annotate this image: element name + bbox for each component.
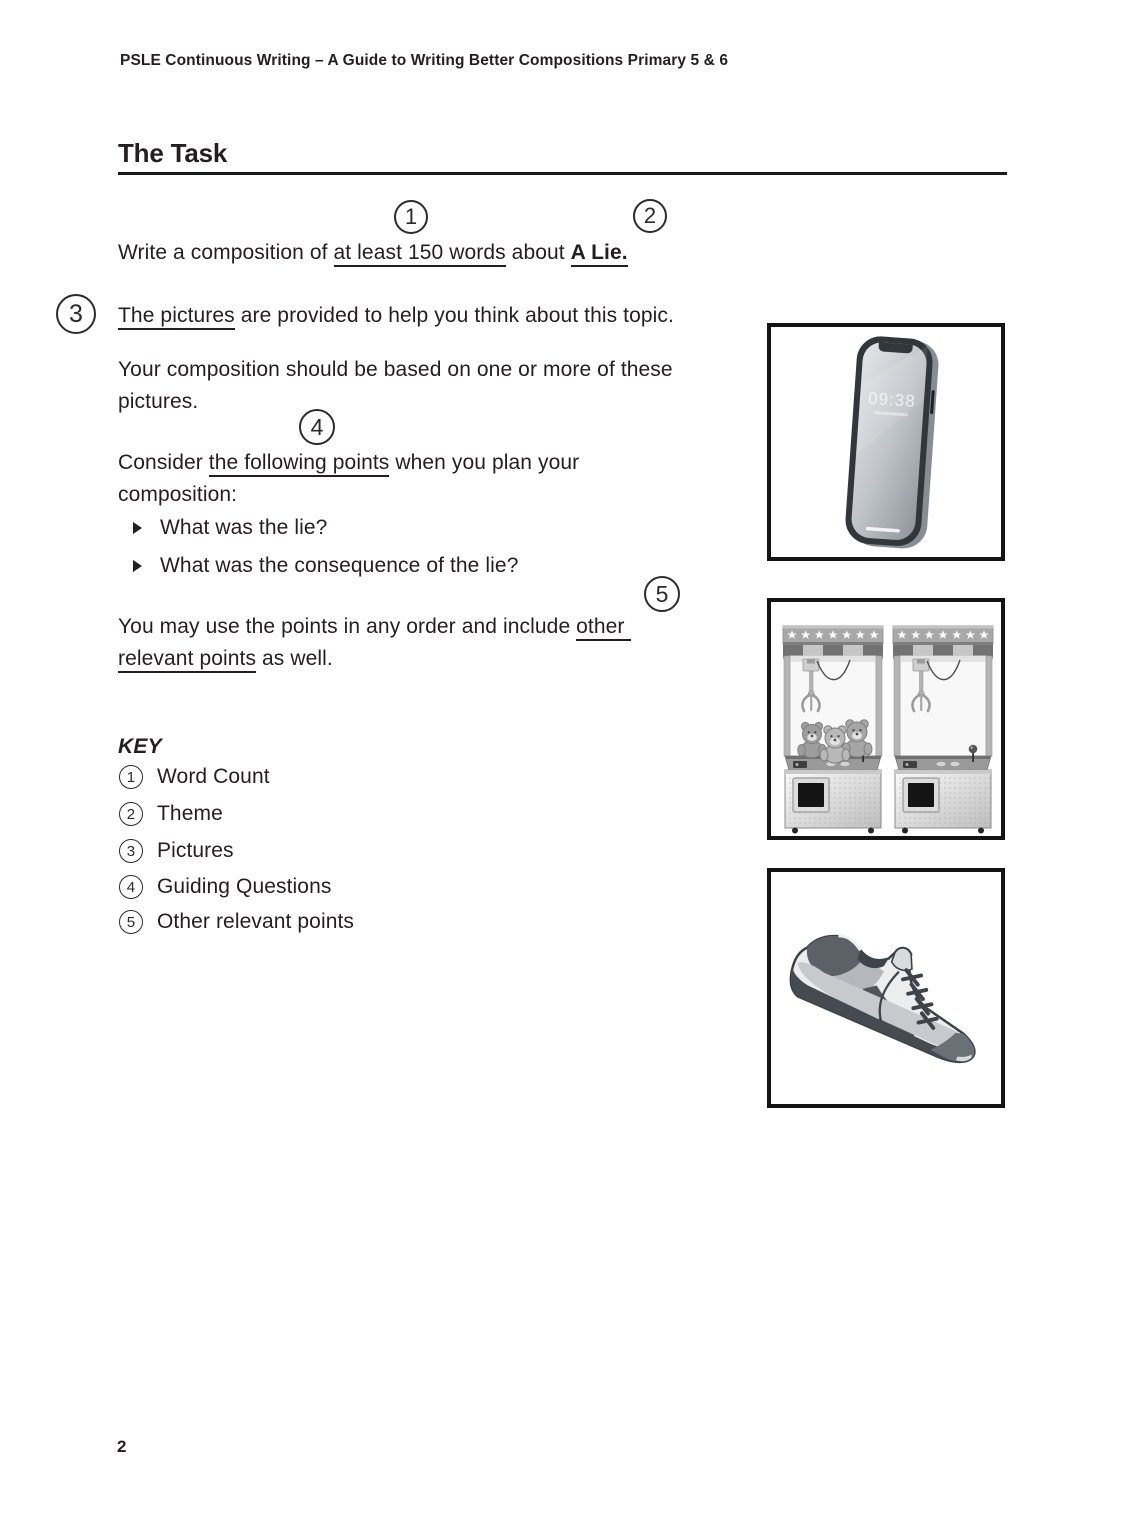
underlined-phrase-other: other (576, 615, 630, 641)
task-sentence-1 (118, 239, 628, 266)
book-header: PSLE Continuous Writing – A Guide to Writing Better Compositions Primary 5 & 6 (120, 52, 729, 69)
annotation-circle-3: 3 (56, 294, 96, 334)
task-sentence-4-line2: composition: (118, 483, 238, 506)
underlined-phrase-relevant-points: relevant points (118, 647, 256, 673)
key-item-word-count (119, 765, 270, 789)
task-sentence-4-line1 (118, 449, 579, 476)
key-item-theme (119, 802, 223, 826)
claw-machines-illustration (771, 602, 1001, 836)
key-circled-number: 3 (119, 839, 143, 863)
text-run: when you plan your (389, 451, 580, 474)
picture-box-sneaker (767, 868, 1005, 1108)
underlined-phrase-pictures: The pictures (118, 304, 235, 330)
page-number: 2 (117, 1437, 127, 1456)
phone-illustration (771, 327, 1001, 557)
key-circled-number: 2 (119, 802, 143, 826)
text-run: as well. (256, 647, 333, 670)
guiding-question-2 (133, 554, 519, 578)
key-label: Pictures (157, 839, 234, 862)
key-circled-number: 1 (119, 765, 143, 789)
claw-machine-right (893, 626, 993, 834)
task-sentence-5-line1 (118, 613, 631, 640)
key-label: Word Count (157, 765, 270, 788)
key-title: KEY (118, 735, 162, 758)
guiding-question-text: What was the lie? (160, 516, 328, 539)
title-rule (118, 172, 1007, 175)
phone-time: 09:38 (867, 388, 917, 411)
key-item-pictures (119, 839, 234, 863)
guiding-question-1 (133, 516, 327, 540)
key-item-other-points (119, 910, 354, 934)
text-run: Consider (118, 451, 209, 474)
task-sentence-3-line1: Your composition should be based on one or more of these (118, 358, 673, 381)
key-label: Theme (157, 802, 223, 825)
sneaker-illustration (771, 872, 1001, 1104)
annotation-circle-4: 4 (299, 409, 335, 445)
task-sentence-2 (118, 302, 674, 329)
task-sentence-5-line2 (118, 645, 333, 672)
annotation-circle-2: 2 (633, 199, 667, 233)
annotation-circle-1: 1 (394, 200, 428, 234)
underlined-phrase-word-count: at least 150 words (334, 241, 506, 267)
text-run: are provided to help you think about this topic. (234, 304, 674, 327)
key-circled-number: 5 (119, 910, 143, 934)
underlined-topic: A Lie. (571, 241, 628, 267)
bullet-triangle-icon (133, 560, 142, 572)
underlined-phrase-following-points: the following points (209, 451, 390, 477)
key-item-guiding-questions (119, 875, 331, 899)
bullet-triangle-icon (133, 522, 142, 534)
guiding-question-text: What was the consequence of the lie? (160, 554, 519, 577)
task-sentence-3-line2: pictures. (118, 390, 199, 413)
key-label: Other relevant points (157, 910, 355, 933)
picture-box-phone (767, 323, 1005, 561)
text-run: You may use the points in any order and include (118, 615, 577, 638)
text-run: about (505, 241, 571, 264)
text-run: Write a composition of (118, 241, 334, 264)
key-circled-number: 4 (119, 875, 143, 899)
section-title: The Task (118, 138, 228, 168)
annotation-circle-5: 5 (644, 576, 680, 612)
picture-box-claw-machines (767, 598, 1005, 840)
key-label: Guiding Questions (157, 875, 332, 898)
